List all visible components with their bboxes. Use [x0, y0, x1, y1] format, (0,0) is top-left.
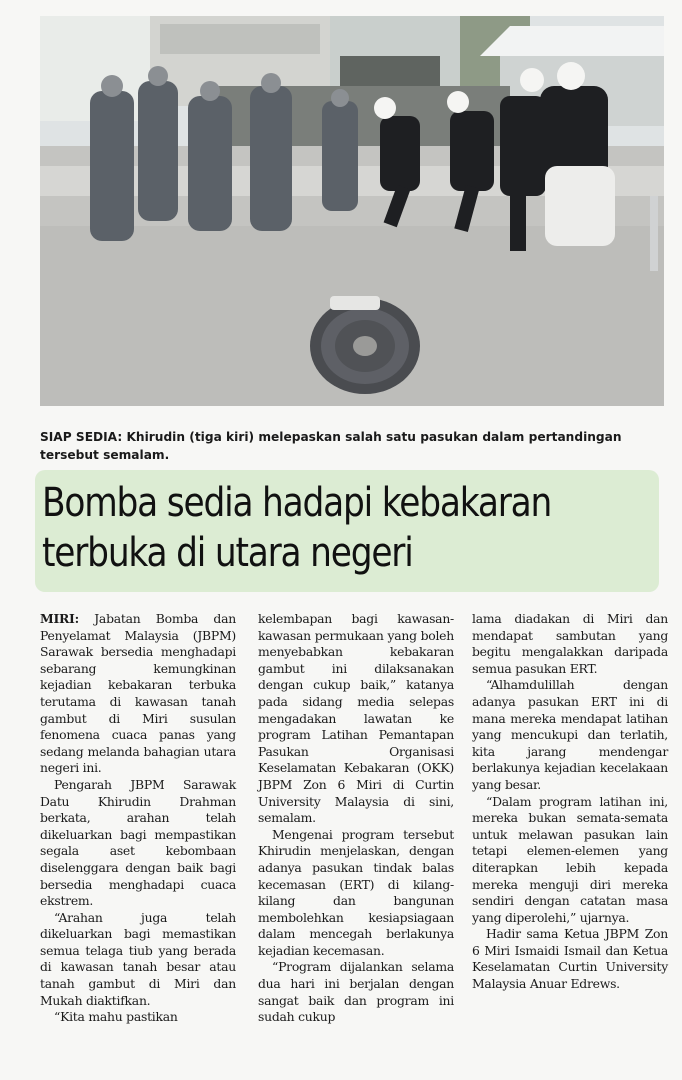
caption-lead: SIAP SEDIA:	[40, 430, 123, 444]
photo-fire-hose-drill-icon	[40, 16, 664, 406]
photo-caption	[40, 428, 668, 464]
paragraph: Hadir sama Ketua JBPM Zon 6 Miri Ismaidi Ismail dan Ketua Keselamatan Curtin University Malaysia Anuar Edrews.	[472, 926, 668, 992]
paragraph: lama diadakan di Miri dan mendapat sambutan yang begitu mengalakkan daripada semua pasukan ERT.	[472, 611, 668, 676]
paragraph: “Program dijalankan selama dua hari ini berjalan dengan sangat baik dan program ini sudah cukup	[258, 959, 454, 1025]
paragraph: “Alhamdulillah dengan adanya pasukan ERT ini di mana mereka mendapat latihan yang mencukupi dan terlatih, kita jarang mendengar berlakunya kejadian kecelakaan yang besar.	[472, 677, 668, 792]
article-column-3	[472, 611, 668, 993]
dateline: MIRI:	[40, 611, 79, 626]
paragraph-text: Jabatan Bomba dan Penyelamat Malaysia (JBPM) Sarawak bersedia menghadapi sebarang kemungkinan kejadian kebakaran terbuka terutama di kawasan tanah gambut di Miri susulan fenomena cuaca panas yang sedang melanda bahagian utara negeri ini.	[40, 611, 236, 776]
caption-text: Khirudin (tiga kiri) melepaskan salah satu pasukan dalam pertandingan tersebut semalam.	[40, 430, 622, 462]
headline-line-1: Bomba sedia hadapi kebakaran	[42, 480, 552, 526]
paragraph: “Kita mahu pastikan	[54, 1009, 178, 1025]
article-column-2	[258, 611, 454, 1026]
paragraph: “Dalam program latihan ini, mereka bukan semata-semata untuk melawan pasukan lain tetapi elemen-elemen yang diterapkan lebih kepada mereka menguji diri mereka sendiri dengan catatan masa yang diperolehi,” ujarnya.	[472, 793, 668, 925]
paragraph: kelembapan bagi kawasan-kawasan permukaan yang boleh menyebabkan kebakaran gambut ini dilaksanakan dengan cukup baik,” katanya pada sidang media selepas mengadakan lawatan ke program Latihan Pemantapan Pasukan Organisasi Keselamatan Kebakaran (OKK) JBPM Zon 6 Miri di Curtin University Malaysia di sini, semalam.	[258, 611, 454, 826]
paragraph: Pengarah JBPM Sarawak Datu Khirudin Drahman berkata, arahan telah dikeluarkan bagi mempastikan segala aset kebombaan diselenggara dengan baik bagi bersedia menghadapi cuaca ekstrem.	[40, 776, 236, 909]
paragraph: Mengenai program tersebut Khirudin menjelaskan, dengan adanya pasukan tindak balas kecemasan (ERT) di kilang-kilang dan bangunan membolehkan kesiapsiagaan dalam mencegah berlakunya kejadian kecemasan.	[258, 826, 454, 958]
news-photo	[40, 16, 664, 406]
paragraph	[40, 611, 236, 777]
headline-line-2: terbuka di utara negeri	[42, 530, 413, 576]
article-column-1	[40, 611, 236, 1026]
paragraph: “Arahan juga telah dikeluarkan bagi memastikan semua telaga tiub yang berada di kawasan tanah besar atau tanah gambut di Miri dan Mukah diaktifkan.	[40, 909, 236, 1008]
headline	[42, 478, 661, 578]
